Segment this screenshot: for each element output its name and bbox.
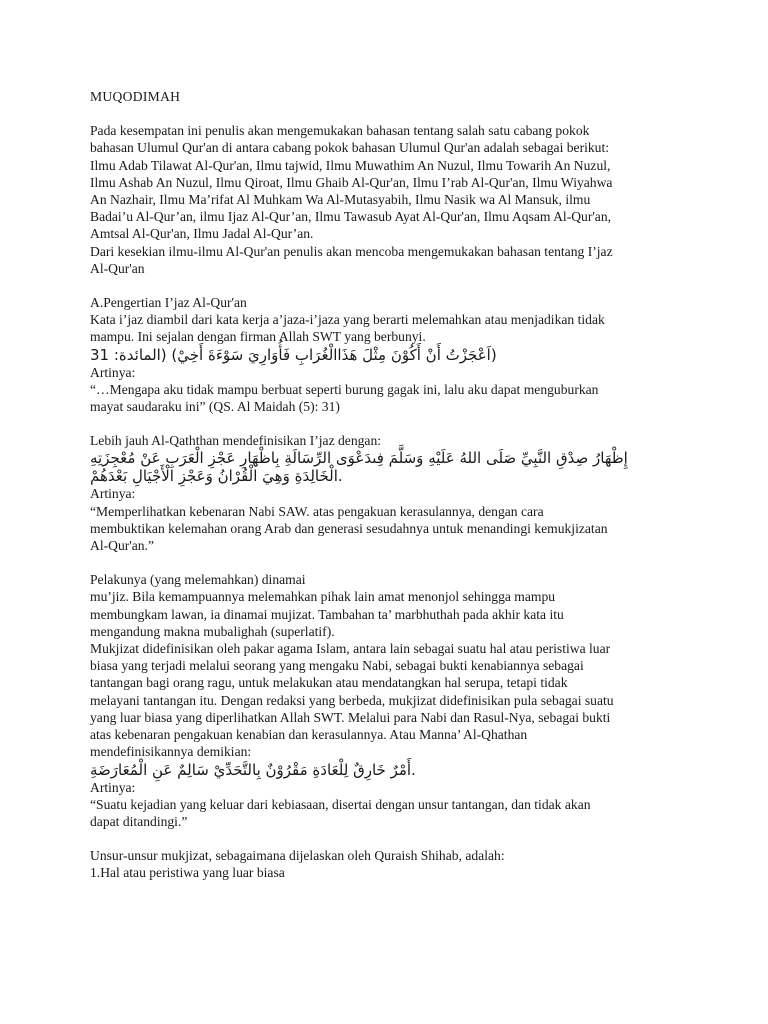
text-line: Ilmu Adab Tilawat Al-Qur'an, Ilmu tajwid, Ilmu Muwathim An Nuzul, Ilmu Towarih An Nuzul,: [90, 157, 611, 173]
artinya-label: Artinya:: [90, 486, 136, 502]
intro-paragraph: [90, 122, 690, 277]
text-line: mu’jiz. Bila kemampuannya melemahkan pihak lain amat menonjol sehingga mampu: [90, 589, 556, 605]
text-line: bahasan Ulumul Qur'an di antara cabang pokok bahasan Ulumul Qur'an adalah sebagai berikut:: [90, 140, 610, 156]
text-line: mengandung makna mubalighah (superlatif).: [90, 623, 335, 639]
text-line: mampu. Ini sejalan dengan firman Allah SWT yang berbunyi.: [90, 329, 426, 345]
translation-line: mayat saudaraku ini” (QS. Al Maidah (5): 31): [90, 399, 340, 415]
unsur-section: [90, 847, 690, 881]
text-line: Badai’u Al-Qur’an, ilmu Ijaz Al-Qur’an, Ilmu Tawasub Ayat Al-Qur'an, Ilmu Aqsam Al-Qur'an,: [90, 209, 612, 225]
spacer: [90, 554, 690, 571]
list-item: 1.Hal atau peristiwa yang luar biasa: [90, 865, 285, 881]
text-line: Mukjizat didefinisikan oleh pakar agama Islam, antara lain sebagai suatu hal atau peristiwa luar: [90, 641, 611, 657]
translation-line: “Memperlihatkan kebenaran Nabi SAW. atas pengakuan kerasulannya, dengan cara: [90, 503, 544, 519]
text-line: tantangan bagi orang ragu, untuk melakukan atau mendatangkan hal serupa, tetapi tidak: [90, 675, 568, 691]
spacer: [90, 277, 690, 294]
spacer: [90, 105, 690, 122]
text-line: Dari kesekian ilmu-ilmu Al-Qur'an penulis akan mencoba mengemukakan bahasan tentang I’jaz: [90, 243, 613, 259]
text-line: Unsur-unsur mukjizat, sebagaimana dijelaskan oleh Quraish Shihab, adalah:: [90, 848, 505, 864]
text-line: Ilmu Ashab An Nuzul, Ilmu Qiroat, Ilmu Ghaib Al-Qur'an, Ilmu I’rab Al-Qur'an, Ilmu Wiyahwa: [90, 174, 613, 190]
artinya-label: Artinya:: [90, 779, 136, 795]
spacer: [90, 830, 690, 847]
text-line: Lebih jauh Al-Qaththan mendefinisikan I’jaz dengan:: [90, 433, 382, 449]
section-a: [90, 294, 690, 415]
artinya-label: Artinya:: [90, 364, 136, 380]
text-line: atas kebenaran pengakuan kenabian dan kerasulannya. Atau Manna’ Al-Qhathan: [90, 727, 528, 743]
qaththan-definition: [90, 432, 690, 554]
section-heading: A.Pengertian I’jaz Al-Qur'an: [90, 295, 247, 311]
document-body: [90, 88, 690, 882]
text-line: Pada kesempatan ini penulis akan mengemukakan bahasan tentang salah satu cabang pokok: [90, 123, 590, 139]
text-line: Al-Qur'an: [90, 260, 145, 276]
text-line: Kata i’jaz diambil dari kata kerja a’jaza-i’jaza yang berarti melemahkan atau menjadikan tidak: [90, 312, 605, 328]
translation-line: dapat ditandingi.”: [90, 813, 188, 829]
arabic-verse: (اَعْجَزْتُ أَنْ أَكُوْنَ مِثْلَ هَذَاالْغُرَابِ فَأُوَارِيَ سَوْءَةَ أَخِيْ) (المائدة: 31: [90, 345, 497, 364]
arabic-definition: .أَمْرٌ خَارِقٌ لِلْعَادَةِ مَقْرُوْنٌ بِالتَّحَدِّيْ سَالِمٌ عَنِ الْمُعَارَضَةِ: [90, 760, 416, 779]
text-line: yang luar biasa yang diperlihatkan Allah SWT. Melalui para Nabi dan Rasul-Nya, sebagai bukti: [90, 709, 611, 725]
text-line: melayani tantangan itu. Dengan redaksi yang berbeda, mukjizat didefinisikan pula sebagai suatu: [90, 692, 614, 708]
translation-line: Al-Qur'an.”: [90, 538, 154, 554]
spacer: [90, 415, 690, 432]
text-line: An Nazhair, Ilmu Ma’rifat Al Muhkam Wa Al-Mutasyabih, Ilmu Nasik wa Al Mansuk, ilmu: [90, 192, 591, 208]
arabic-definition: إِظْهَارُ صِدْقِ النَّبِيِّ صَلَى اللهُ عَلَيْهِ وَسَلَّمَ فِىدَعْوَى الرِّسَالَةِ بِاظْهَارِ عَجْزِ الْعَرَبِ عَنْ مُعْجِزَتِهِ: [90, 449, 628, 468]
translation-line: membuktikan kelemahan orang Arab dan generasi sesudahnya untuk menandingi kemukjizatan: [90, 520, 608, 536]
text-line: Amtsal Al-Qur'an, Ilmu Jadal Al-Qur’an.: [90, 226, 314, 242]
page-title: MUQODIMAH: [90, 89, 181, 104]
text-line: membungkam lawan, ia dinamai mujizat. Tambahan ta’ marbhuthah pada akhir kata itu: [90, 606, 564, 622]
mukjizat-paragraph: [90, 571, 690, 830]
text-line: Pelakunya (yang melemahkan) dinamai: [90, 572, 306, 588]
translation-line: “Suatu kejadian yang keluar dari kebiasaan, disertai dengan unsur tantangan, dan tidak akan: [90, 796, 591, 812]
text-line: biasa yang terjadi melalui seorang yang mengaku Nabi, sebagai bukti kenabiannya sebagai: [90, 658, 584, 674]
translation-line: “…Mengapa aku tidak mampu berbuat seperti burung gagak ini, lalu aku dapat menguburkan: [90, 381, 599, 397]
text-line: mendefinisikannya demikian:: [90, 744, 252, 760]
arabic-definition: .الْخَالِدَةِ وَهِيَ الْقُرْانُ وَعَجْزِ الْأَجْيَالِ بَعْدَهُمْ: [90, 467, 343, 486]
